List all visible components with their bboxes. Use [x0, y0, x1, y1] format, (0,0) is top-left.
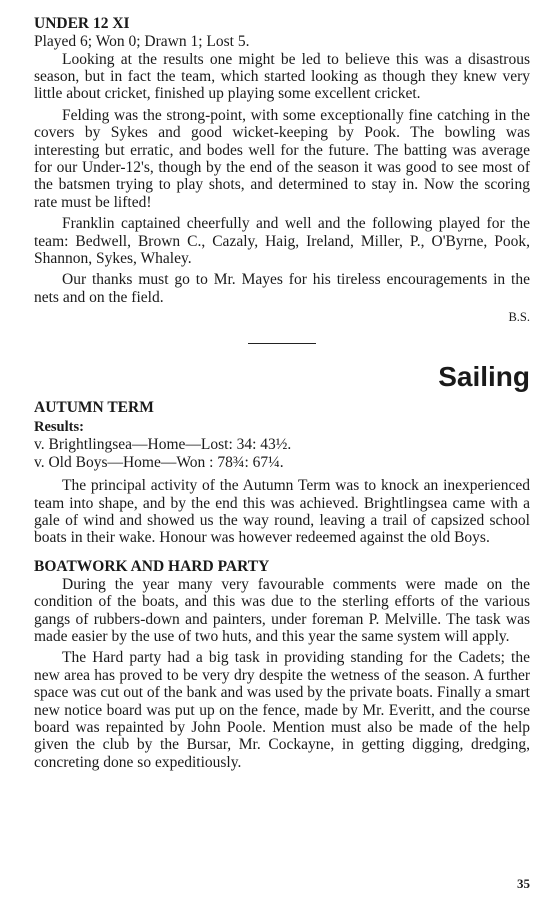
boatwork-paragraph: During the year many very favourable comments were made on the condition of the boats, and this was due to the sterling efforts of the various gangs of rubbers-down and painters, under foreman P. Melville. The task was made easier by the use of two huts, and this year the same system will apply. — [34, 575, 530, 646]
result-line: v. Old Boys—Home—Won : 78¾: 67¼. — [34, 453, 284, 471]
page-number: 35 — [517, 876, 530, 891]
result-line: v. Brightlingsea—Home—Lost: 34: 43½. — [34, 436, 292, 454]
autumn-term-heading: AUTUMN TERM — [34, 399, 154, 417]
autumn-term-paragraph: The principal activity of the Autumn Term was to knock an inexperienced team into shape, and by the end this was achieved. Brightlingsea came with a gale of wind and showed us the way round, leaving a trail of capsized school boats in their wake. Honour was however redeemed against the old Boys. — [34, 477, 530, 547]
under-12-record: Played 6; Won 0; Drawn 1; Lost 5. — [34, 33, 250, 50]
section-divider — [248, 343, 316, 344]
results-label: Results: — [34, 419, 84, 436]
under-12-paragraph: Our thanks must go to Mr. Mayes for his tireless encouragements in the nets and on the field. — [34, 271, 530, 306]
document-page — [34, 14, 530, 775]
sailing-title: Sailing — [438, 361, 530, 393]
sailing-section — [34, 360, 530, 771]
under-12-paragraph: Felding was the strong-point, with some exceptionally fine catching in the covers by Sykes and good wicket-keeping by Pook. The bowling was interesting but erratic, and bodes well for the future. The batting was average for our Under-12's, though by the end of the season it was good to see most of the batsmen trying to play shots, and determined to stay in. Now the scoring rate must be lifted! — [34, 106, 530, 211]
author-initials: B.S. — [508, 310, 530, 325]
boatwork-heading: BOATWORK AND HARD PARTY — [34, 557, 270, 575]
under-12-heading: UNDER 12 XI — [34, 15, 130, 32]
boatwork-paragraph: The Hard party had a big task in providing standing for the Cadets; the new area has proved to be very dry despite the wetness of the season. A further space was cut out of the bank and was used by the private boats. Finally a smart new notice board was put up on the fence, made by Mr. Everitt, and the course board was repainted by John Poole. Mention must also be made of the help given the club by the Bursar, Mr. Cockayne, in getting digging, dredging, concreting done so expeditiously. — [34, 649, 530, 771]
under-12-paragraph: Franklin captained cheerfully and well and the following played for the team: Bedwell, Brown C., Cazaly, Haig, Ireland, Miller, P., O'Byrne, Pook, Shannon, Sykes, Whaley. — [34, 215, 530, 267]
under-12-paragraph: Looking at the results one might be led to believe this was a disastrous season, but in fact the team, which started looking as though they knew very little about cricket, finished up playing some excellent cricket. — [34, 50, 530, 103]
under-12-section — [34, 14, 530, 325]
